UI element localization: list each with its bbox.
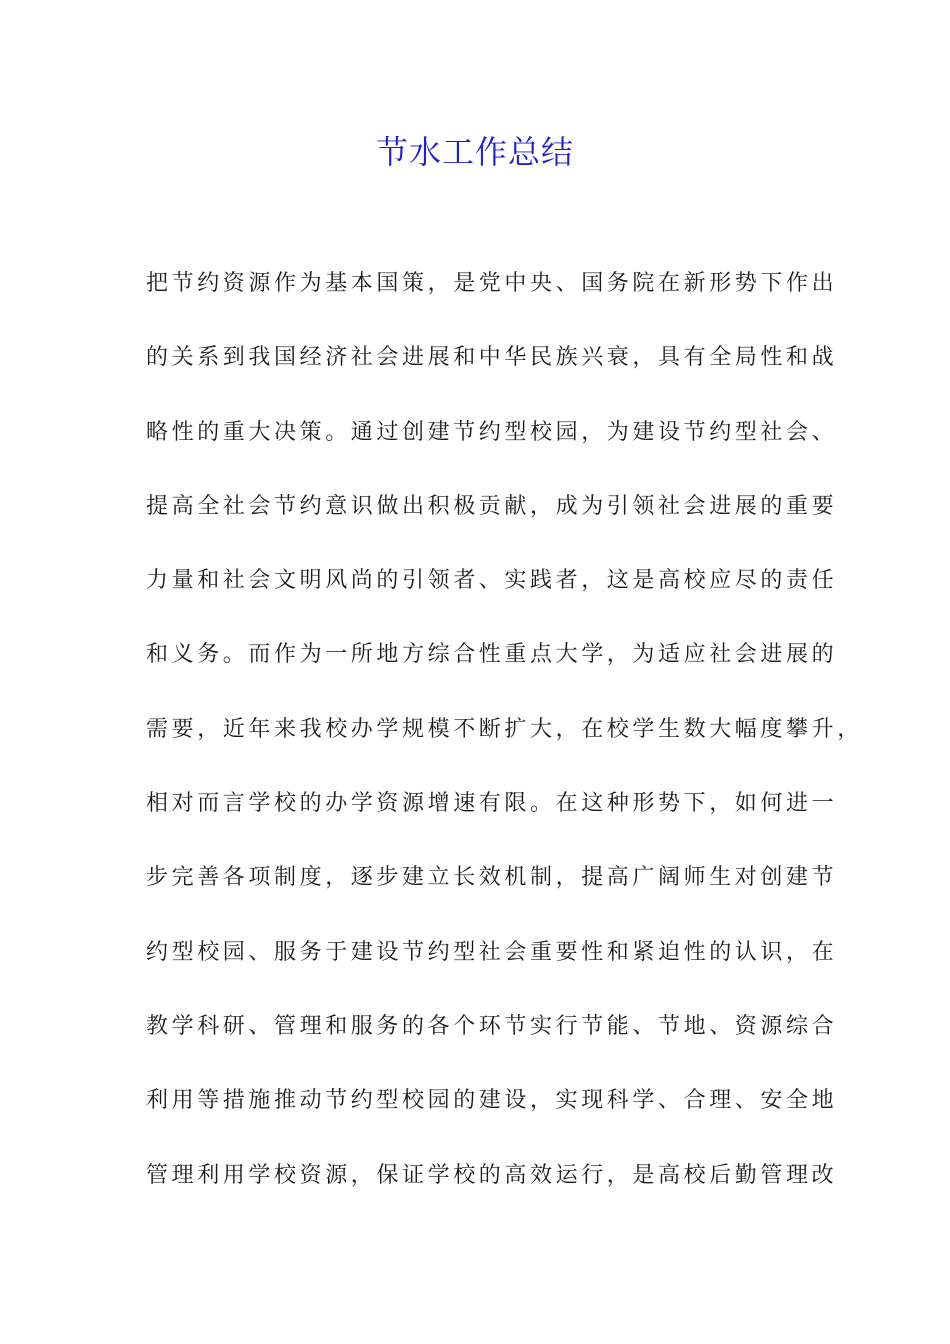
- body-line: 略性的重大决策。通过创建节约型校园，为建设节约型社会、: [146, 419, 838, 445]
- body-line: 步完善各项制度，逐步建立长效机制，提高广阔师生对创建节: [146, 865, 838, 891]
- body-line: 力量和社会文明风尚的引领者、实践者，这是高校应尽的责任: [146, 568, 838, 594]
- body-line: 利用等措施推动节约型校园的建设，实现科学、合理、安全地: [146, 1088, 838, 1114]
- body-line: 需要，近年来我校办学规模不断扩大，在校学生数大幅度攀升，: [146, 716, 863, 742]
- body-line: 把节约资源作为基本国策，是党中央、国务院在新形势下作出: [146, 271, 838, 296]
- body-line: 管理利用学校资源，保证学校的高效运行，是高校后勤管理改: [146, 1162, 838, 1188]
- body-line: 的关系到我国经济社会进展和中华民族兴衰，具有全局性和战: [146, 345, 838, 371]
- document-body: [146, 262, 863, 1228]
- body-line: 约型校园、服务于建设节约型社会重要性和紧迫性的认识，在: [146, 939, 838, 965]
- body-line: 提高全社会节约意识做出积极贡献，成为引领社会进展的重要: [146, 493, 838, 519]
- body-line: 和义务。而作为一所地方综合性重点大学，为适应社会进展的: [146, 642, 838, 668]
- document-title: 节水工作总结: [375, 133, 574, 171]
- body-line: 相对而言学校的办学资源增速有限。在这种形势下，如何进一: [146, 791, 838, 817]
- body-line: 教学科研、管理和服务的各个环节实行节能、节地、资源综合: [146, 1013, 838, 1039]
